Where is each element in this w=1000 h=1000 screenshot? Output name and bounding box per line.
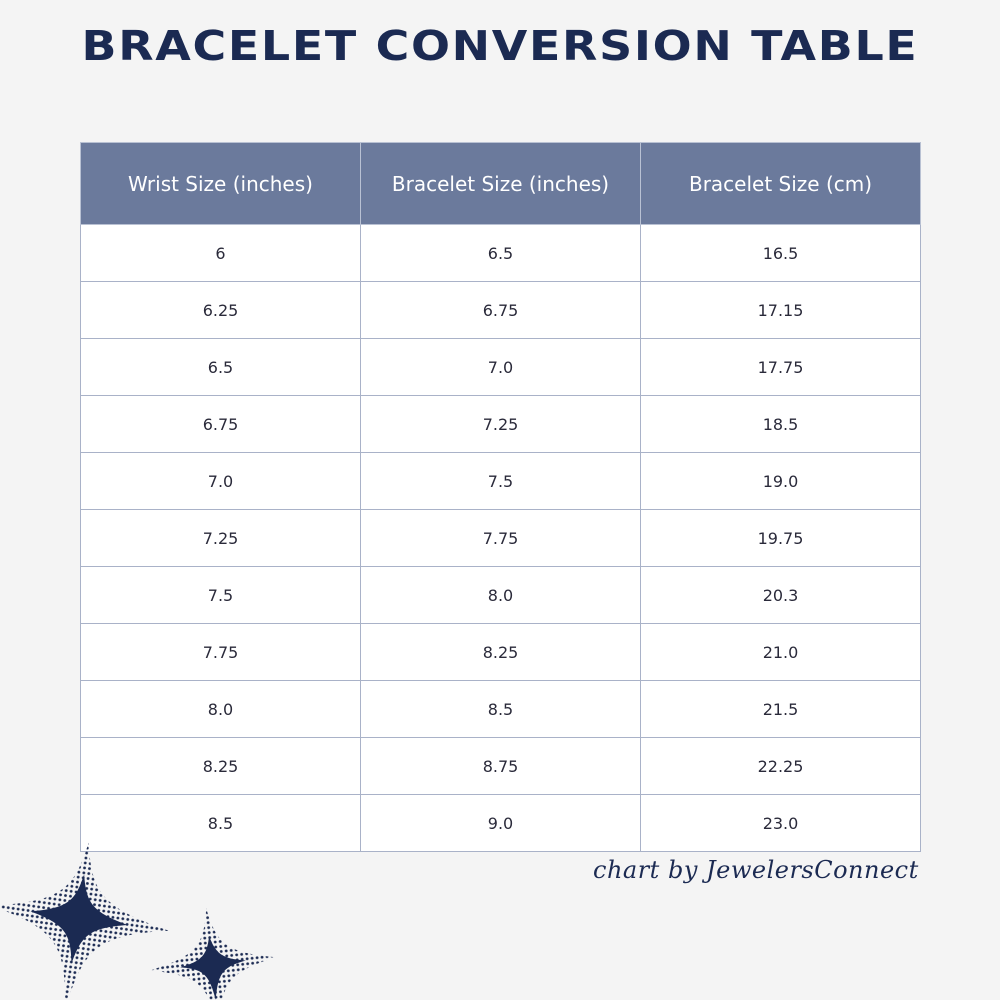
header-wrist-inches: Wrist Size (inches) bbox=[81, 143, 361, 225]
cell-wrist-inches: 8.0 bbox=[81, 681, 361, 738]
cell-bracelet-cm: 20.3 bbox=[641, 567, 921, 624]
cell-bracelet-cm: 23.0 bbox=[641, 795, 921, 852]
cell-bracelet-cm: 19.0 bbox=[641, 453, 921, 510]
cell-bracelet-cm: 17.15 bbox=[641, 282, 921, 339]
cell-bracelet-inches: 8.25 bbox=[361, 624, 641, 681]
cell-wrist-inches: 7.0 bbox=[81, 453, 361, 510]
conversion-table bbox=[80, 142, 921, 852]
cell-bracelet-inches: 8.0 bbox=[361, 567, 641, 624]
table-row bbox=[81, 225, 921, 282]
table-row bbox=[81, 624, 921, 681]
cell-wrist-inches: 7.5 bbox=[81, 567, 361, 624]
cell-bracelet-cm: 22.25 bbox=[641, 738, 921, 795]
table-row bbox=[81, 396, 921, 453]
cell-bracelet-cm: 18.5 bbox=[641, 396, 921, 453]
cell-wrist-inches: 8.5 bbox=[81, 795, 361, 852]
header-bracelet-cm: Bracelet Size (cm) bbox=[641, 143, 921, 225]
table-row bbox=[81, 738, 921, 795]
cell-bracelet-inches: 8.5 bbox=[361, 681, 641, 738]
cell-bracelet-inches: 7.25 bbox=[361, 396, 641, 453]
cell-bracelet-cm: 17.75 bbox=[641, 339, 921, 396]
cell-bracelet-inches: 7.5 bbox=[361, 453, 641, 510]
cell-bracelet-cm: 16.5 bbox=[641, 225, 921, 282]
cell-wrist-inches: 8.25 bbox=[81, 738, 361, 795]
conversion-table-container bbox=[80, 142, 920, 852]
cell-wrist-inches: 6 bbox=[81, 225, 361, 282]
cell-wrist-inches: 6.75 bbox=[81, 396, 361, 453]
table-row bbox=[81, 510, 921, 567]
cell-wrist-inches: 7.75 bbox=[81, 624, 361, 681]
cell-bracelet-inches: 6.5 bbox=[361, 225, 641, 282]
header-bracelet-inches: Bracelet Size (inches) bbox=[361, 143, 641, 225]
cell-bracelet-cm: 21.0 bbox=[641, 624, 921, 681]
cell-bracelet-inches: 7.0 bbox=[361, 339, 641, 396]
cell-wrist-inches: 7.25 bbox=[81, 510, 361, 567]
page-title: BRACELET CONVERSION TABLE bbox=[81, 22, 919, 70]
table-row bbox=[81, 453, 921, 510]
halftone-star-icon bbox=[0, 840, 300, 1000]
cell-bracelet-inches: 6.75 bbox=[361, 282, 641, 339]
table-row bbox=[81, 567, 921, 624]
cell-bracelet-inches: 9.0 bbox=[361, 795, 641, 852]
cell-bracelet-inches: 7.75 bbox=[361, 510, 641, 567]
table-row bbox=[81, 339, 921, 396]
credit-text: chart by JewelersConnect bbox=[593, 856, 919, 884]
cell-bracelet-cm: 21.5 bbox=[641, 681, 921, 738]
table-row bbox=[81, 681, 921, 738]
cell-bracelet-cm: 19.75 bbox=[641, 510, 921, 567]
cell-wrist-inches: 6.5 bbox=[81, 339, 361, 396]
table-header bbox=[81, 143, 921, 225]
cell-bracelet-inches: 8.75 bbox=[361, 738, 641, 795]
table-row bbox=[81, 282, 921, 339]
header-row bbox=[81, 143, 921, 225]
cell-wrist-inches: 6.25 bbox=[81, 282, 361, 339]
table-body bbox=[81, 225, 921, 852]
